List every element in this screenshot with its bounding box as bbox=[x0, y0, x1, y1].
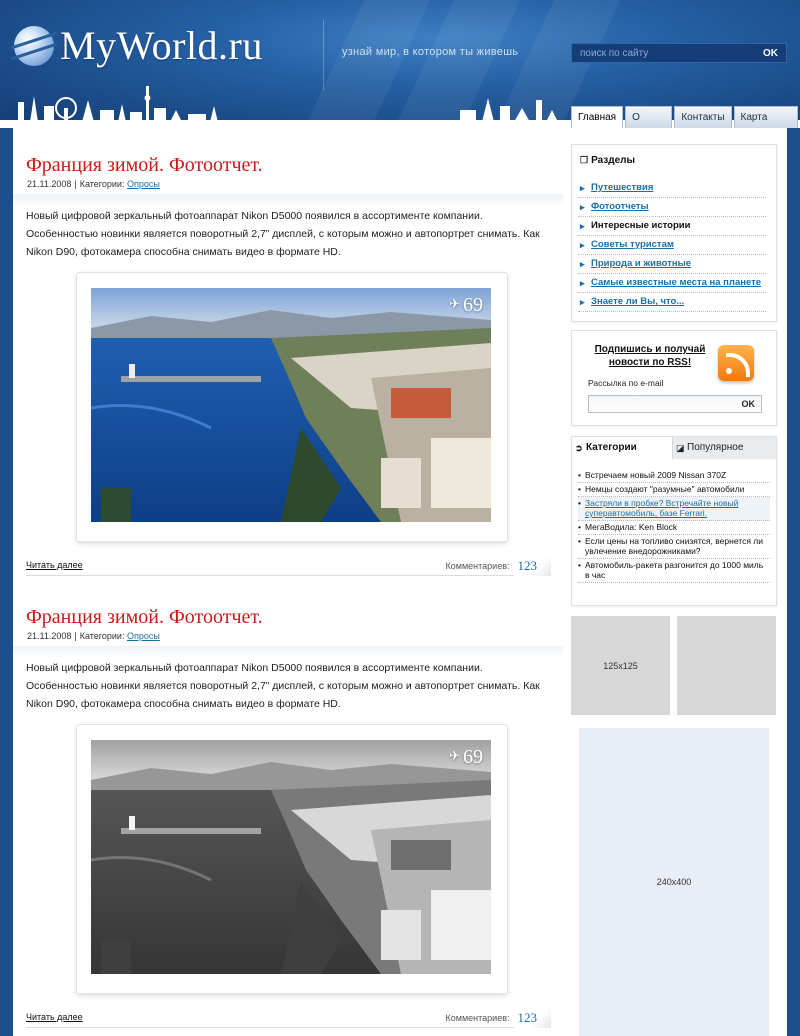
rss-title[interactable] bbox=[586, 343, 714, 369]
category-label: Категории: bbox=[79, 179, 125, 189]
section-link-tips[interactable]: Советы туристам bbox=[591, 239, 674, 250]
rss-title-line2: новости по RSS! bbox=[608, 357, 692, 368]
nav-tab-home[interactable]: Главная bbox=[571, 106, 623, 128]
stamp-value bbox=[449, 746, 483, 769]
site-logo[interactable] bbox=[14, 22, 263, 69]
nav-tab-about[interactable]: О bbox=[625, 106, 672, 128]
sections-list bbox=[578, 179, 766, 312]
tab-popular-label: Популярное bbox=[687, 442, 744, 453]
post-text: Новый цифровой зеркальный фотоаппарат Nikon D5000 появился в ассортименте компании. Особенностью новинки является поворотный 2,7” дисплей, с которым можно и автопортрет снимать. Как Nikon D90, фотокамера способна снимать видео в формате HD. bbox=[26, 210, 540, 258]
section-link-did-you-know[interactable]: Знаете ли Вы, что... bbox=[591, 296, 685, 307]
section-item bbox=[578, 179, 766, 198]
tab-categories[interactable] bbox=[572, 437, 672, 459]
post-title[interactable]: Франция зимой. Фотоотчет. bbox=[26, 154, 263, 176]
category-label: Категории: bbox=[79, 631, 125, 641]
search-button[interactable]: OK bbox=[763, 47, 778, 59]
sections-icon: ❐ bbox=[580, 155, 589, 165]
rss-box bbox=[571, 330, 777, 426]
tab-popular[interactable] bbox=[672, 437, 776, 459]
meta-separator: | bbox=[74, 631, 77, 641]
news-list bbox=[578, 469, 770, 583]
section-item bbox=[578, 293, 766, 312]
subscribe-button[interactable]: OK bbox=[741, 399, 755, 409]
news-item[interactable]: • Немцы создают "разумные" автомобили bbox=[578, 483, 770, 497]
news-item[interactable]: • Встречаем новый 2009 Nissan 370Z bbox=[578, 469, 770, 483]
news-item[interactable]: • Автомобиль-ракета разгонится до 1000 миль в час bbox=[578, 559, 770, 583]
category-link[interactable]: Опросы bbox=[126, 179, 160, 189]
ad-banner-125[interactable]: 125x125 bbox=[571, 616, 670, 715]
news-item[interactable]: • МегаВодила: Ken Block bbox=[578, 521, 770, 535]
section-link-photo-reports[interactable]: Фотоотчеты bbox=[591, 201, 649, 212]
rss-title-line1: Подпишись и получай bbox=[594, 344, 706, 355]
square-arrow-icon: ◪ bbox=[676, 443, 685, 453]
section-item bbox=[578, 198, 766, 217]
stamp-number: 69 bbox=[463, 294, 483, 316]
email-input[interactable] bbox=[589, 396, 736, 412]
section-item bbox=[578, 236, 766, 255]
post-date: 21.11.2008 bbox=[27, 179, 72, 189]
comments-label: Комментариев: bbox=[445, 1013, 510, 1023]
logo-text: MyWorld.ru bbox=[60, 23, 263, 68]
meta-separator: | bbox=[74, 179, 77, 189]
section-link-nature[interactable]: Природа и животные bbox=[591, 258, 692, 269]
news-tabs-box bbox=[571, 436, 777, 606]
comments-count[interactable]: 123 bbox=[514, 556, 552, 576]
post bbox=[13, 580, 563, 1032]
post-meta bbox=[27, 631, 160, 641]
section-link-famous-places[interactable]: Самые известные места на планете bbox=[591, 277, 762, 288]
sections-title bbox=[580, 155, 635, 166]
airplane-icon: ✈ bbox=[449, 296, 460, 311]
section-link-travel[interactable]: Путешествия bbox=[591, 182, 654, 193]
read-more-link[interactable]: Читать далее bbox=[26, 560, 83, 570]
post-photo[interactable] bbox=[91, 740, 491, 974]
search-form bbox=[571, 43, 787, 63]
section-item bbox=[578, 255, 766, 274]
post-photo[interactable] bbox=[91, 288, 491, 522]
post-date: 21.11.2008 bbox=[27, 631, 72, 641]
site-header bbox=[0, 0, 800, 128]
ad-banner-125-second[interactable] bbox=[677, 616, 776, 715]
sections-box bbox=[571, 144, 777, 322]
airplane-icon: ✈ bbox=[449, 748, 460, 763]
read-more-link[interactable]: Читать далее bbox=[26, 1012, 83, 1022]
tab-categories-label: Категории bbox=[586, 442, 637, 453]
post-title[interactable]: Франция зимой. Фотоотчет. bbox=[26, 606, 263, 628]
news-link[interactable]: Застряли в пробке? Встречайте новый суперавтомобиль, базе Ferrari. bbox=[585, 498, 739, 518]
search-input[interactable] bbox=[572, 44, 755, 62]
title-divider bbox=[13, 646, 563, 658]
news-item[interactable]: • Если цены на топливо снизятся, вернется ли увлечение внедорожниками? bbox=[578, 535, 770, 559]
circle-arrow-icon: ➲ bbox=[575, 443, 583, 453]
tabs-header bbox=[572, 437, 776, 459]
comments-info bbox=[446, 1008, 551, 1028]
photo-stamp-frame bbox=[77, 273, 507, 541]
section-link-stories[interactable]: Интересные истории bbox=[591, 220, 691, 231]
stamp-number: 69 bbox=[463, 746, 483, 768]
comments-count[interactable]: 123 bbox=[514, 1008, 552, 1028]
header-divider bbox=[323, 20, 324, 90]
stamp-value bbox=[449, 294, 483, 317]
post-footer bbox=[26, 1008, 551, 1028]
photo-stamp-frame bbox=[77, 725, 507, 993]
page-body bbox=[13, 128, 787, 1036]
title-divider bbox=[13, 194, 563, 206]
main-content bbox=[13, 128, 563, 1032]
comments-info bbox=[446, 556, 551, 576]
post bbox=[13, 128, 563, 580]
section-item bbox=[578, 274, 766, 293]
section-item bbox=[578, 217, 766, 236]
post-meta bbox=[27, 179, 160, 189]
email-label: Рассылка по e-mail bbox=[588, 378, 664, 388]
nav-tab-contacts[interactable]: Контакты bbox=[674, 106, 731, 128]
post-footer bbox=[26, 556, 551, 576]
sections-title-text: Разделы bbox=[591, 155, 636, 166]
nav-tab-sitemap[interactable]: Карта bbox=[734, 106, 798, 128]
site-slogan: узнай мир, в котором ты живешь bbox=[342, 46, 519, 58]
post-text: Новый цифровой зеркальный фотоаппарат Nikon D5000 появился в ассортименте компании. Особенностью новинки является поворотный 2,7” дисплей, с которым можно и автопортрет снимать. Как Nikon D90, фотокамера способна снимать видео в формате HD. bbox=[26, 662, 540, 710]
main-nav bbox=[571, 106, 800, 128]
email-form bbox=[588, 395, 762, 413]
rss-icon[interactable] bbox=[718, 345, 754, 381]
comments-label: Комментариев: bbox=[445, 561, 510, 571]
category-link[interactable]: Опросы bbox=[126, 631, 160, 641]
ad-banner-240[interactable]: 240x400 bbox=[579, 728, 769, 1036]
news-item bbox=[578, 497, 770, 521]
globe-icon bbox=[14, 26, 54, 66]
